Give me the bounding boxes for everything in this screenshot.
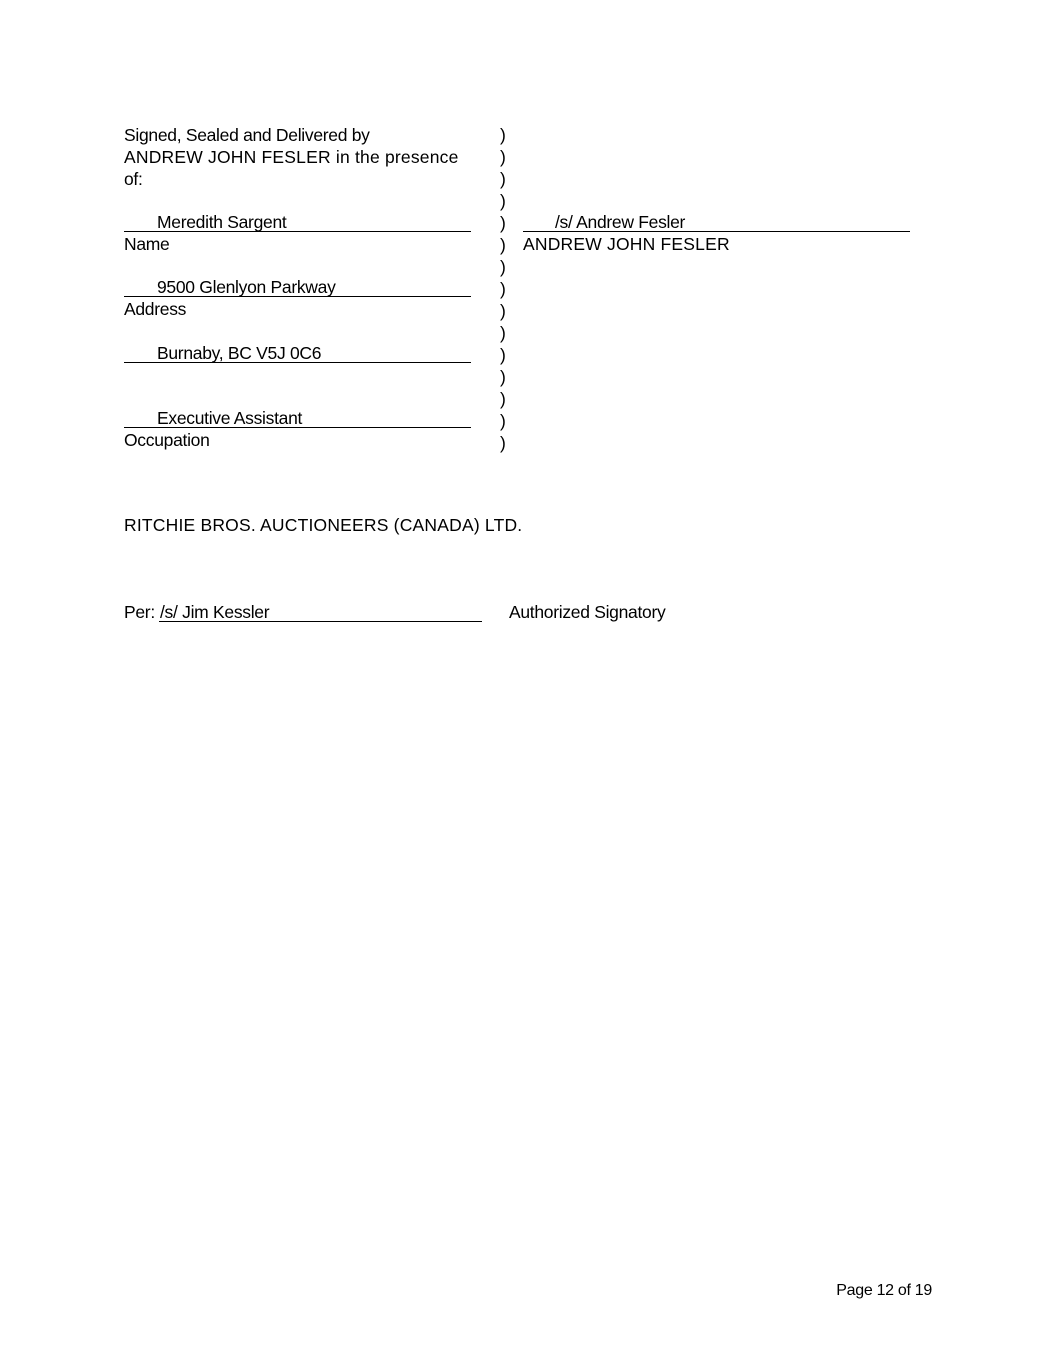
- intro-line-1: Signed, Sealed and Delivered by: [124, 125, 370, 145]
- paren-8: ): [500, 279, 506, 299]
- company-name: RITCHIE BROS. AUCTIONEERS (CANADA) LTD.: [124, 515, 523, 535]
- paren-2: ): [500, 147, 506, 167]
- per-label: Per:: [124, 602, 155, 622]
- address-rule-1: [124, 296, 471, 297]
- address-line-2-value: Burnaby, BC V5J 0C6: [157, 343, 322, 363]
- intro-line-3: of:: [124, 169, 143, 189]
- signatory-name: ANDREW JOHN FESLER: [523, 234, 730, 254]
- address-label: Address: [124, 299, 187, 319]
- paren-13: ): [500, 389, 506, 409]
- signatory-signature-rule: [523, 231, 910, 232]
- name-label: Name: [124, 234, 170, 254]
- paren-6: ): [500, 235, 506, 255]
- address-rule-2: [124, 362, 471, 363]
- paren-3: ): [500, 169, 506, 189]
- address-line-1-value: 9500 Glenlyon Parkway: [157, 277, 336, 297]
- occupation-label: Occupation: [124, 430, 210, 450]
- authorized-signatory-label: Authorized Signatory: [509, 602, 666, 622]
- paren-15: ): [500, 433, 506, 453]
- paren-12: ): [500, 367, 506, 387]
- witness-name-rule: [124, 231, 471, 232]
- intro-line-2: ANDREW JOHN FESLER in the presence: [124, 147, 459, 167]
- paren-5: ): [500, 213, 506, 233]
- paren-1: ): [500, 125, 506, 145]
- paren-4: ): [500, 191, 506, 211]
- occupation-rule: [124, 427, 471, 428]
- occupation-value: Executive Assistant: [157, 408, 303, 428]
- paren-11: ): [500, 345, 506, 365]
- signatory-signature: /s/ Andrew Fesler: [555, 212, 686, 232]
- witness-name-value: Meredith Sargent: [157, 212, 287, 232]
- per-signature: /s/ Jim Kessler: [160, 602, 270, 622]
- page-number: Page 12 of 19: [836, 1282, 932, 1299]
- per-signature-rule: [159, 621, 482, 622]
- paren-7: ): [500, 257, 506, 277]
- paren-14: ): [500, 411, 506, 431]
- paren-10: ): [500, 323, 506, 343]
- paren-9: ): [500, 301, 506, 321]
